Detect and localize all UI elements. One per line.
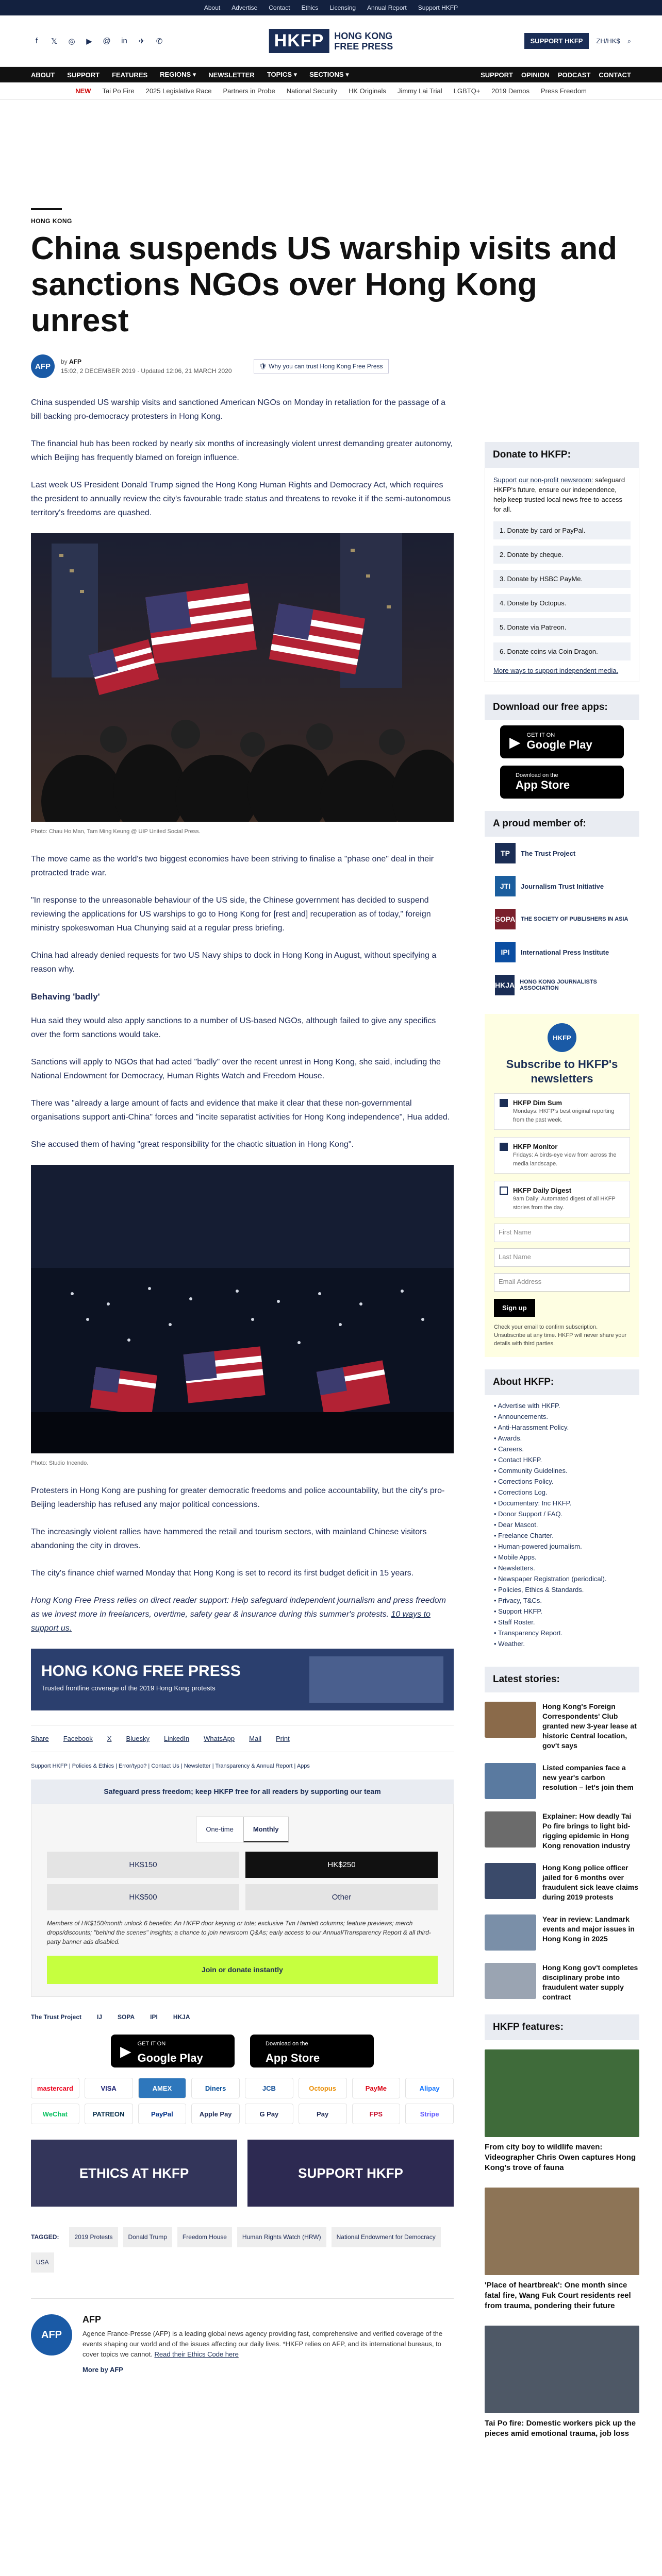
google-play-label: Google Play bbox=[137, 2052, 203, 2064]
instagram-icon[interactable]: ◎ bbox=[68, 37, 75, 46]
author-box-name[interactable]: AFP bbox=[82, 2314, 101, 2325]
nav-about[interactable]: ABOUT bbox=[31, 71, 55, 79]
payment-logo: VISA bbox=[85, 2078, 133, 2098]
paragraph: She accused them of having "great responsibility for the chaotic situation in Hong Kong". bbox=[31, 1140, 354, 1149]
about-link[interactable]: • Donor Support / FAQ. bbox=[494, 1509, 630, 1519]
donate-option[interactable]: 2. Donate by cheque. bbox=[493, 546, 631, 564]
story-thumbnail bbox=[485, 1914, 536, 1951]
trending-link[interactable]: HK Originals bbox=[348, 87, 386, 95]
member-sopa[interactable] bbox=[485, 903, 639, 936]
nav-right-contact[interactable]: CONTACT bbox=[599, 71, 631, 79]
member-benefits-note: Members of HK$150/month unlock 6 benefits: An HKFP door keyring or tote; exclusive Tim Hamlett columns; feature previews; merch drops/discounts; "behind the scenes" insights; a chance to join newsroom Q&As; early access to our Annual/Transparency Report & all third-party banner ads disabled. bbox=[47, 1920, 431, 1945]
paragraph: Protesters in Hong Kong are pushing for greater democratic freedoms and police accountability, but the city's pro-Beijing leadership has refused any major political concessions. bbox=[31, 1486, 445, 1509]
member-trust-project[interactable] bbox=[485, 837, 639, 870]
payment-methods bbox=[31, 2078, 454, 2124]
donate-box bbox=[485, 468, 639, 682]
tag[interactable]: Freedom House bbox=[177, 2227, 232, 2247]
latest-story[interactable] bbox=[485, 1963, 639, 2002]
newsletter-option-monitor[interactable] bbox=[494, 1137, 630, 1174]
app-store-small: Download on the bbox=[266, 2041, 308, 2047]
payment-logo: JCB bbox=[245, 2078, 293, 2098]
google-play-small: GET IT ON bbox=[526, 732, 555, 738]
publish-dates: 15:02, 2 DECEMBER 2019 · Updated 12:06, 21 MARCH 2020 bbox=[61, 367, 232, 375]
support-promo-link[interactable]: 10 ways to support us. bbox=[31, 1610, 431, 1633]
member-section bbox=[485, 811, 639, 1002]
member-name: Journalism Trust Initiative bbox=[521, 882, 604, 890]
protest-flags-illustration bbox=[31, 533, 454, 822]
linkedin-icon[interactable]: in bbox=[121, 36, 127, 45]
why-trust-link[interactable] bbox=[254, 359, 389, 374]
about-link[interactable]: • Weather. bbox=[494, 1638, 630, 1649]
author-avatar[interactable]: AFP bbox=[31, 354, 55, 378]
payment-logo: Alipay bbox=[405, 2078, 454, 2098]
payment-logo: Diners bbox=[191, 2078, 240, 2098]
x-icon[interactable]: 𝕏 bbox=[51, 37, 58, 46]
tag[interactable]: Donald Trump bbox=[123, 2227, 172, 2247]
ipi-logo[interactable]: IPI bbox=[150, 2013, 158, 2021]
main-nav bbox=[0, 67, 662, 82]
story-title[interactable]: Listed companies face a new year's carbon resolution – let's join them bbox=[542, 1764, 634, 1791]
paragraph: Last week US President Donald Trump signed the Hong Kong Human Rights and Democracy Act, which requires the president to annually review the city's favourable trade status and threatens to revoke it if the semi-autonomous territory's freedoms are quashed. bbox=[31, 481, 451, 517]
content-columns bbox=[31, 396, 638, 2453]
donate-heading: Donate to HKFP: bbox=[485, 442, 639, 468]
trending-link[interactable]: 2025 Legislative Race bbox=[145, 87, 212, 95]
hkja-logo[interactable]: HKJA bbox=[173, 2013, 190, 2021]
newsletter-disclaimer: Check your email to confirm subscription. Unsubscribe at any time. HKFP will never share your details with third parties. bbox=[494, 1324, 627, 1347]
header-actions bbox=[524, 33, 631, 49]
amount-option[interactable]: HK$150 bbox=[47, 1852, 239, 1878]
about-link[interactable]: • Human-powered journalism. bbox=[494, 1541, 630, 1552]
features-section bbox=[485, 2014, 639, 2439]
about-links bbox=[485, 1395, 639, 1654]
app-store-label: App Store bbox=[516, 778, 570, 791]
feature-story[interactable] bbox=[485, 2188, 639, 2311]
newsletter-title: Subscribe to HKFP's newsletters bbox=[506, 1058, 618, 1085]
topbar-link-licensing[interactable]: Licensing bbox=[329, 4, 356, 11]
tag[interactable]: 2019 Protests bbox=[69, 2227, 118, 2247]
article-body bbox=[31, 396, 454, 2453]
newsletter-option-dimsum[interactable] bbox=[494, 1093, 630, 1130]
about-link[interactable]: • Documentary: Inc HKFP. bbox=[494, 1498, 630, 1509]
about-link[interactable]: • Careers. bbox=[494, 1444, 630, 1454]
donate-option[interactable]: 4. Donate by Octopus. bbox=[493, 594, 631, 612]
night-rally-illustration bbox=[31, 1165, 454, 1453]
payment-logo: AMEX bbox=[138, 2078, 187, 2098]
nav-topics[interactable]: TOPICS ▾ bbox=[267, 71, 297, 78]
app-store-button[interactable] bbox=[250, 2035, 374, 2067]
nav-sections[interactable]: SECTIONS ▾ bbox=[309, 71, 349, 78]
share-whatsapp-link[interactable]: WhatsApp bbox=[204, 1735, 235, 1742]
story-thumbnail bbox=[485, 1702, 536, 1738]
donate-intro-link[interactable]: Support our non-profit newsroom: bbox=[493, 476, 593, 484]
sopa-logo[interactable]: SOPA bbox=[118, 2013, 135, 2021]
latest-heading: Latest stories: bbox=[485, 1667, 639, 1692]
ethics-banners bbox=[31, 2140, 454, 2207]
sidebar-app-store-button[interactable] bbox=[500, 766, 624, 799]
donation-frequency bbox=[47, 1817, 438, 1842]
story-thumbnail bbox=[485, 1863, 536, 1899]
latest-section bbox=[485, 1667, 639, 2002]
member-name: THE SOCIETY OF PUBLISHERS IN ASIA bbox=[521, 916, 628, 922]
about-link[interactable]: • Community Guidelines. bbox=[494, 1465, 630, 1476]
support-hkfp-button[interactable]: SUPPORT HKFP bbox=[524, 33, 589, 49]
amount-option-selected[interactable]: HK$250 bbox=[245, 1852, 438, 1878]
topbar-link-support[interactable]: Support HKFP bbox=[418, 4, 458, 11]
newsletter-box bbox=[485, 1014, 639, 1357]
features-heading: HKFP features: bbox=[485, 2014, 639, 2040]
join-donate-button[interactable]: Join or donate instantly bbox=[47, 1956, 438, 1984]
about-link[interactable]: • Freelance Charter. bbox=[494, 1530, 630, 1541]
story-thumbnail bbox=[485, 1963, 536, 1999]
latest-story[interactable] bbox=[485, 1702, 639, 1751]
about-link[interactable]: • Corrections Log. bbox=[494, 1487, 630, 1498]
email-input[interactable]: Email Address bbox=[494, 1273, 630, 1292]
feature-image bbox=[485, 2188, 639, 2275]
payment-logo: WeChat bbox=[31, 2104, 79, 2124]
topbar-link-about[interactable]: About bbox=[204, 4, 221, 11]
tag[interactable]: National Endowment for Democracy bbox=[332, 2227, 441, 2247]
feature-story[interactable] bbox=[485, 2049, 639, 2173]
payment-logo: Stripe bbox=[405, 2104, 454, 2124]
about-link[interactable]: • Awards. bbox=[494, 1433, 630, 1444]
donate-section bbox=[485, 442, 639, 682]
newsletter-name: HKFP Dim Sum bbox=[513, 1099, 562, 1107]
feature-story[interactable] bbox=[485, 2326, 639, 2439]
sidebar-google-play-button[interactable] bbox=[500, 725, 624, 758]
new-label: NEW bbox=[75, 87, 91, 95]
about-heading: About HKFP: bbox=[485, 1369, 639, 1395]
share-bar bbox=[31, 1725, 454, 1752]
story-title[interactable]: Hong Kong gov't completes disciplinary probe into fraudulent water supply contract bbox=[542, 1963, 638, 2001]
ethics-banner[interactable]: ETHICS AT HKFP bbox=[31, 2140, 237, 2207]
apps-heading: Download our free apps: bbox=[485, 694, 639, 720]
support-links[interactable]: Support HKFP | Policies & Ethics | Error/typo? | Contact Us | Newsletter | Transparency & Annual Report | Apps bbox=[31, 1763, 310, 1769]
newsletter-desc: Mondays: HKFP's best original reporting from the past week. bbox=[513, 1108, 615, 1123]
donation-amounts bbox=[47, 1852, 438, 1910]
freq-one-time[interactable]: One-time bbox=[196, 1817, 243, 1842]
about-link[interactable]: • Corrections Policy. bbox=[494, 1476, 630, 1487]
page-content bbox=[0, 208, 662, 2453]
member-ipi[interactable] bbox=[485, 936, 639, 969]
protest-photo-1 bbox=[31, 533, 454, 822]
payment-logo: Pay bbox=[299, 2104, 347, 2124]
telegram-icon[interactable]: ✈ bbox=[138, 37, 145, 46]
payment-logo: PayMe bbox=[352, 2078, 401, 2098]
newsletter-desc: Fridays: A birds-eye view from across the media landscape. bbox=[513, 1152, 617, 1167]
paragraph: There was "already a large amount of facts and evidence that make it clear that these non-governmental organisations support anti-China" forces and "incite separatist activities for Hong Kong independence", Hua added. bbox=[31, 1099, 450, 1122]
member-heading: A proud member of: bbox=[485, 811, 639, 837]
trending-link[interactable]: 2019 Demos bbox=[491, 87, 530, 95]
donate-option[interactable]: 6. Donate coins via Coin Dragon. bbox=[493, 642, 631, 660]
youtube-icon[interactable]: ▶ bbox=[86, 37, 92, 46]
google-play-icon: ▶ bbox=[509, 734, 521, 750]
donate-intro-text: safeguard HKFP's future, ensure our independence, help keep trusted local news free-to-access for all. bbox=[493, 476, 625, 513]
trending-link[interactable]: Press Freedom bbox=[541, 87, 587, 95]
nav-support[interactable]: SUPPORT bbox=[67, 71, 100, 79]
jti-logo: JTI bbox=[495, 876, 516, 896]
member-name: HONG KONG JOURNALISTS ASSOCIATION bbox=[520, 979, 597, 991]
about-link[interactable]: • Newsletters. bbox=[494, 1563, 630, 1573]
amount-other[interactable]: Other bbox=[245, 1884, 438, 1910]
google-play-label: Google Play bbox=[526, 738, 592, 751]
protest-photo-2 bbox=[31, 1165, 454, 1453]
trending-link[interactable]: Tai Po Fire bbox=[102, 87, 135, 95]
latest-story[interactable] bbox=[485, 1811, 639, 1851]
signup-button[interactable]: Sign up bbox=[494, 1299, 535, 1317]
site-logo[interactable] bbox=[269, 29, 393, 53]
payment-logo: PayPal bbox=[138, 2104, 187, 2124]
trust-project-logo: TP bbox=[495, 843, 516, 863]
hkja-logo: HKJA bbox=[495, 975, 515, 995]
support-banner[interactable]: SUPPORT HKFP bbox=[247, 2140, 454, 2207]
logo-mark: HKFP bbox=[269, 29, 329, 53]
app-store-label: App Store bbox=[266, 2052, 320, 2064]
topbar-link-ethics[interactable]: Ethics bbox=[301, 4, 319, 11]
about-link[interactable]: • Newspaper Registration (periodical). bbox=[494, 1573, 630, 1584]
tag[interactable]: USA bbox=[31, 2252, 54, 2273]
language-currency-switch[interactable]: ZH/HK$ bbox=[596, 37, 620, 45]
google-play-icon: ▶ bbox=[120, 2043, 131, 2059]
feature-title[interactable]: 'Place of heartbreak': One month since fatal fire, Wang Fuk Court residents reel from trauma, pondering their future bbox=[485, 2281, 631, 2310]
support-promo bbox=[31, 1594, 454, 1635]
feature-title[interactable]: From city boy to wildlife maven: Videographer Chris Owen captures Hong Kong's trove of fauna bbox=[485, 2143, 636, 2172]
article-category[interactable]: HONG KONG bbox=[31, 217, 72, 225]
about-section bbox=[485, 1369, 639, 1654]
section-heading: Behaving 'badly' bbox=[31, 992, 100, 1002]
partner-logos bbox=[31, 2010, 454, 2024]
trending-bar bbox=[0, 82, 662, 100]
paragraph: Sanctions will apply to NGOs that had acted "badly" over the recent unrest in Hong Kong, she said, including the National Endowment for Democracy, Human Rights Watch and Freedom House. bbox=[31, 1058, 441, 1080]
banner-subtitle: Trusted frontline coverage of the 2019 Hong Kong protests bbox=[41, 1684, 216, 1692]
tag[interactable]: Human Rights Watch (HRW) bbox=[237, 2227, 326, 2247]
whatsapp-icon[interactable]: ✆ bbox=[156, 37, 163, 46]
jti-logo[interactable]: IJ bbox=[97, 2013, 103, 2021]
google-play-button[interactable] bbox=[111, 2035, 235, 2067]
trending-link[interactable]: National Security bbox=[286, 87, 337, 95]
paragraph: The financial hub has been rocked by nearly six months of increasingly violent unrest demanding greater autonomy, which Beijing has frequently blamed on foreign influence. bbox=[31, 439, 453, 462]
nav-right-opinion[interactable]: OPINION bbox=[521, 71, 550, 79]
paragraph: The move came as the world's two biggest economies have been striving to finalise a "phase one" deal in their protracted trade war. bbox=[31, 855, 434, 877]
share-label: Share bbox=[31, 1735, 49, 1742]
story-title[interactable]: Hong Kong's Foreign Correspondents' Club granted new 3-year lease at historic Central location, gov't says bbox=[542, 1702, 637, 1750]
about-link[interactable]: • Dear Mascot. bbox=[494, 1519, 630, 1530]
title-rule bbox=[31, 208, 62, 210]
payment-logo: PATREON bbox=[85, 2104, 133, 2124]
paragraph: The city's finance chief warned Monday that Hong Kong is set to record its first budget deficit in 15 years. bbox=[31, 1569, 414, 1578]
share-bluesky-link[interactable]: Bluesky bbox=[126, 1735, 150, 1742]
share-x-link[interactable]: X bbox=[107, 1735, 112, 1742]
why-trust-label: Why you can trust Hong Kong Free Press bbox=[269, 363, 383, 370]
last-name-input[interactable]: Last Name bbox=[494, 1248, 630, 1267]
trending-link[interactable]: LGBTQ+ bbox=[453, 87, 481, 95]
trending-link[interactable]: Jimmy Lai Trial bbox=[397, 87, 442, 95]
feature-title[interactable]: Tai Po fire: Domestic workers pick up the pieces amid emotional trauma, job loss bbox=[485, 2419, 636, 2438]
more-ways-link[interactable]: More ways to support independent media. bbox=[493, 667, 619, 674]
payment-logo: FPS bbox=[352, 2104, 401, 2124]
story-thumbnail bbox=[485, 1811, 536, 1848]
photo-caption: Photo: Chau Ho Man, Tam Ming Keung @ UIP United Social Press. bbox=[31, 828, 201, 835]
hkfp-promo-banner[interactable] bbox=[31, 1649, 454, 1710]
nav-features[interactable]: FEATURES bbox=[112, 71, 148, 79]
newsletter-option-digest[interactable] bbox=[494, 1181, 630, 1217]
about-link[interactable]: • Advertise with HKFP. bbox=[494, 1400, 630, 1411]
logo-line-1: HONG KONG bbox=[334, 30, 393, 41]
ipi-logo: IPI bbox=[495, 942, 516, 962]
more-by-author-link[interactable]: More by AFP bbox=[82, 2366, 123, 2374]
search-icon[interactable]: ⌕ bbox=[627, 37, 631, 45]
author-bio-text: Agence France-Presse (AFP) is a leading global news agency providing fast, comprehensive and verified coverage of the events shaping our world and of the issues affecting our daily lives. *HKFP relies on AFP, and its international bureaus, to cover topics we cannot. bbox=[82, 2330, 443, 2358]
about-link[interactable]: • Announcements. bbox=[494, 1411, 630, 1422]
topbar-link-advertise[interactable]: Advertise bbox=[231, 4, 258, 11]
member-name: International Press Institute bbox=[521, 948, 609, 956]
print-link[interactable]: Print bbox=[275, 1735, 290, 1742]
checkbox-checked[interactable] bbox=[500, 1143, 508, 1151]
paragraph: China had already denied requests for two US Navy ships to dock in Hong Kong in August, without specifying a reason why. bbox=[31, 951, 437, 974]
banner-title: HONG KONG FREE PRESS bbox=[41, 1663, 241, 1680]
checkbox-unchecked[interactable] bbox=[500, 1187, 508, 1195]
about-link[interactable]: • Contact HKFP. bbox=[494, 1454, 630, 1465]
newsletter-desc: 9am Daily: Automated digest of all HKFP stories from the day. bbox=[513, 1196, 616, 1211]
newsletter-name: HKFP Daily Digest bbox=[513, 1187, 572, 1194]
about-link[interactable]: • Policies, Ethics & Standards. bbox=[494, 1584, 630, 1595]
amount-option[interactable]: HK$500 bbox=[47, 1884, 239, 1910]
tag-list bbox=[31, 2227, 454, 2273]
story-title[interactable]: Explainer: How deadly Tai Po fire brings to light bid-rigging epidemic in Hong Kong renovation industry bbox=[542, 1812, 632, 1850]
member-hkja[interactable] bbox=[485, 969, 639, 1002]
tags-label: TAGGED: bbox=[31, 2233, 59, 2241]
story-thumbnail bbox=[485, 1763, 536, 1799]
feature-image bbox=[485, 2326, 639, 2413]
nav-right-support[interactable]: SUPPORT bbox=[481, 71, 513, 79]
payment-logo: Apple Pay bbox=[191, 2104, 240, 2124]
app-store-small: Download on the bbox=[516, 772, 558, 778]
google-play-small: GET IT ON bbox=[137, 2041, 166, 2047]
support-promo-text: Hong Kong Free Press relies on direct reader support: Help safeguard independent journalism and press freedom as we invest more in freelancers, overtime, safety gear & insurance during this summer's protests. bbox=[31, 1596, 446, 1619]
newsletter-name: HKFP Monitor bbox=[513, 1143, 558, 1150]
paragraph: Hua said they would also apply sanctions to a number of US-based NGOs, although failed to give any specifics over the form sanctions would take. bbox=[31, 1016, 436, 1039]
sopa-logo: SOPA bbox=[495, 909, 516, 929]
freq-monthly[interactable]: Monthly bbox=[243, 1817, 289, 1842]
article-title: China suspends US warship visits and sanctions NGOs over Hong Kong unrest bbox=[31, 231, 617, 338]
author-name[interactable]: AFP bbox=[69, 358, 82, 365]
share-mail-link[interactable]: Mail bbox=[249, 1735, 261, 1742]
donate-option[interactable]: 1. Donate by card or PayPal. bbox=[493, 521, 631, 539]
logo-wordmark bbox=[334, 31, 393, 52]
paragraph: "In response to the unreasonable behaviour of the US side, the Chinese government has decided to suspend reviewing the applications for US warships to go to Hong Kong for [rest and] recuperation as of today," foreign ministry spokeswoman Hua Chunying said at a regular press briefing. bbox=[31, 896, 431, 933]
newsletter-badge: HKFP bbox=[548, 1023, 576, 1052]
checkbox-checked[interactable] bbox=[500, 1099, 508, 1107]
payment-logo: G Pay bbox=[245, 2104, 293, 2124]
share-facebook-link[interactable]: Facebook bbox=[63, 1735, 93, 1742]
about-link[interactable]: • Privacy, T&Cs. bbox=[494, 1595, 630, 1606]
member-jti[interactable] bbox=[485, 870, 639, 903]
about-link[interactable]: • Anti-Harassment Policy. bbox=[494, 1422, 630, 1433]
topbar-link-annual-report[interactable]: Annual Report bbox=[367, 4, 407, 11]
donate-option[interactable]: 5. Donate via Patreon. bbox=[493, 618, 631, 636]
about-link[interactable]: • Mobile Apps. bbox=[494, 1552, 630, 1563]
safeguard-strip[interactable]: Safeguard press freedom; keep HKFP free for all readers by supporting our team bbox=[31, 1780, 454, 1804]
share-linkedin-link[interactable]: LinkedIn bbox=[164, 1735, 190, 1742]
logo-line-2: FREE PRESS bbox=[334, 41, 393, 52]
about-link[interactable]: • Staff Roster. bbox=[494, 1617, 630, 1628]
latest-story[interactable] bbox=[485, 1763, 639, 1799]
payment-logo: Octopus bbox=[299, 2078, 347, 2098]
banner-photo-strip bbox=[309, 1656, 443, 1703]
byline bbox=[31, 354, 631, 378]
nav-newsletter[interactable]: NEWSLETTER bbox=[208, 71, 255, 79]
latest-story[interactable] bbox=[485, 1914, 639, 1951]
top-utility-bar bbox=[0, 0, 662, 15]
trending-link[interactable]: Partners in Probe bbox=[223, 87, 275, 95]
feature-image bbox=[485, 2049, 639, 2137]
photo-caption: Photo: Studio Incendo. bbox=[31, 1460, 89, 1466]
nav-right-podcast[interactable]: PODCAST bbox=[557, 71, 591, 79]
author-bio bbox=[82, 2314, 443, 2375]
paragraph: China suspended US warship visits and sanctioned American NGOs on Monday in retaliation for the passage of a bill backing pro-democracy protesters in Hong Kong. bbox=[31, 398, 445, 421]
donate-option[interactable]: 3. Donate by HSBC PayMe. bbox=[493, 570, 631, 588]
about-link[interactable]: • Support HKFP. bbox=[494, 1606, 630, 1617]
payment-logo: mastercard bbox=[31, 2078, 79, 2098]
paragraph: The increasingly violent rallies have hammered the retail and tourism sectors, with mainland Chinese visitors abandoning the city in droves. bbox=[31, 1528, 427, 1550]
nav-regions[interactable]: REGIONS ▾ bbox=[160, 71, 196, 78]
latest-story[interactable] bbox=[485, 1863, 639, 1902]
by-prefix: by bbox=[61, 358, 70, 365]
byline-meta bbox=[61, 357, 232, 376]
facebook-icon[interactable]: f bbox=[35, 36, 38, 45]
first-name-input[interactable]: First Name bbox=[494, 1224, 630, 1242]
donate-intro bbox=[493, 475, 631, 514]
ethics-code-link[interactable]: Read their Ethics Code here bbox=[154, 2350, 239, 2358]
author-box-avatar[interactable]: AFP bbox=[31, 2314, 72, 2355]
story-title[interactable]: Hong Kong police officer jailed for 6 months over fraudulent sick leave claims during 2019 protests bbox=[542, 1863, 638, 1901]
donation-widget bbox=[31, 1804, 454, 1997]
member-name: The Trust Project bbox=[521, 849, 576, 857]
story-title[interactable]: Year in review: Landmark events and major issues in Hong Kong in 2025 bbox=[542, 1915, 635, 1943]
about-link[interactable]: • Transparency Report. bbox=[494, 1628, 630, 1638]
threads-icon[interactable]: @ bbox=[103, 36, 111, 45]
app-store-buttons bbox=[31, 2035, 454, 2067]
topbar-link-contact[interactable]: Contact bbox=[269, 4, 290, 11]
apps-section bbox=[485, 694, 639, 799]
trust-project-logo[interactable]: The Trust Project bbox=[31, 2013, 82, 2021]
brand-header bbox=[0, 15, 662, 67]
sidebar bbox=[485, 396, 639, 2453]
shield-icon: 🛡 bbox=[259, 363, 269, 370]
author-box bbox=[31, 2298, 454, 2375]
social-icons bbox=[31, 37, 165, 46]
